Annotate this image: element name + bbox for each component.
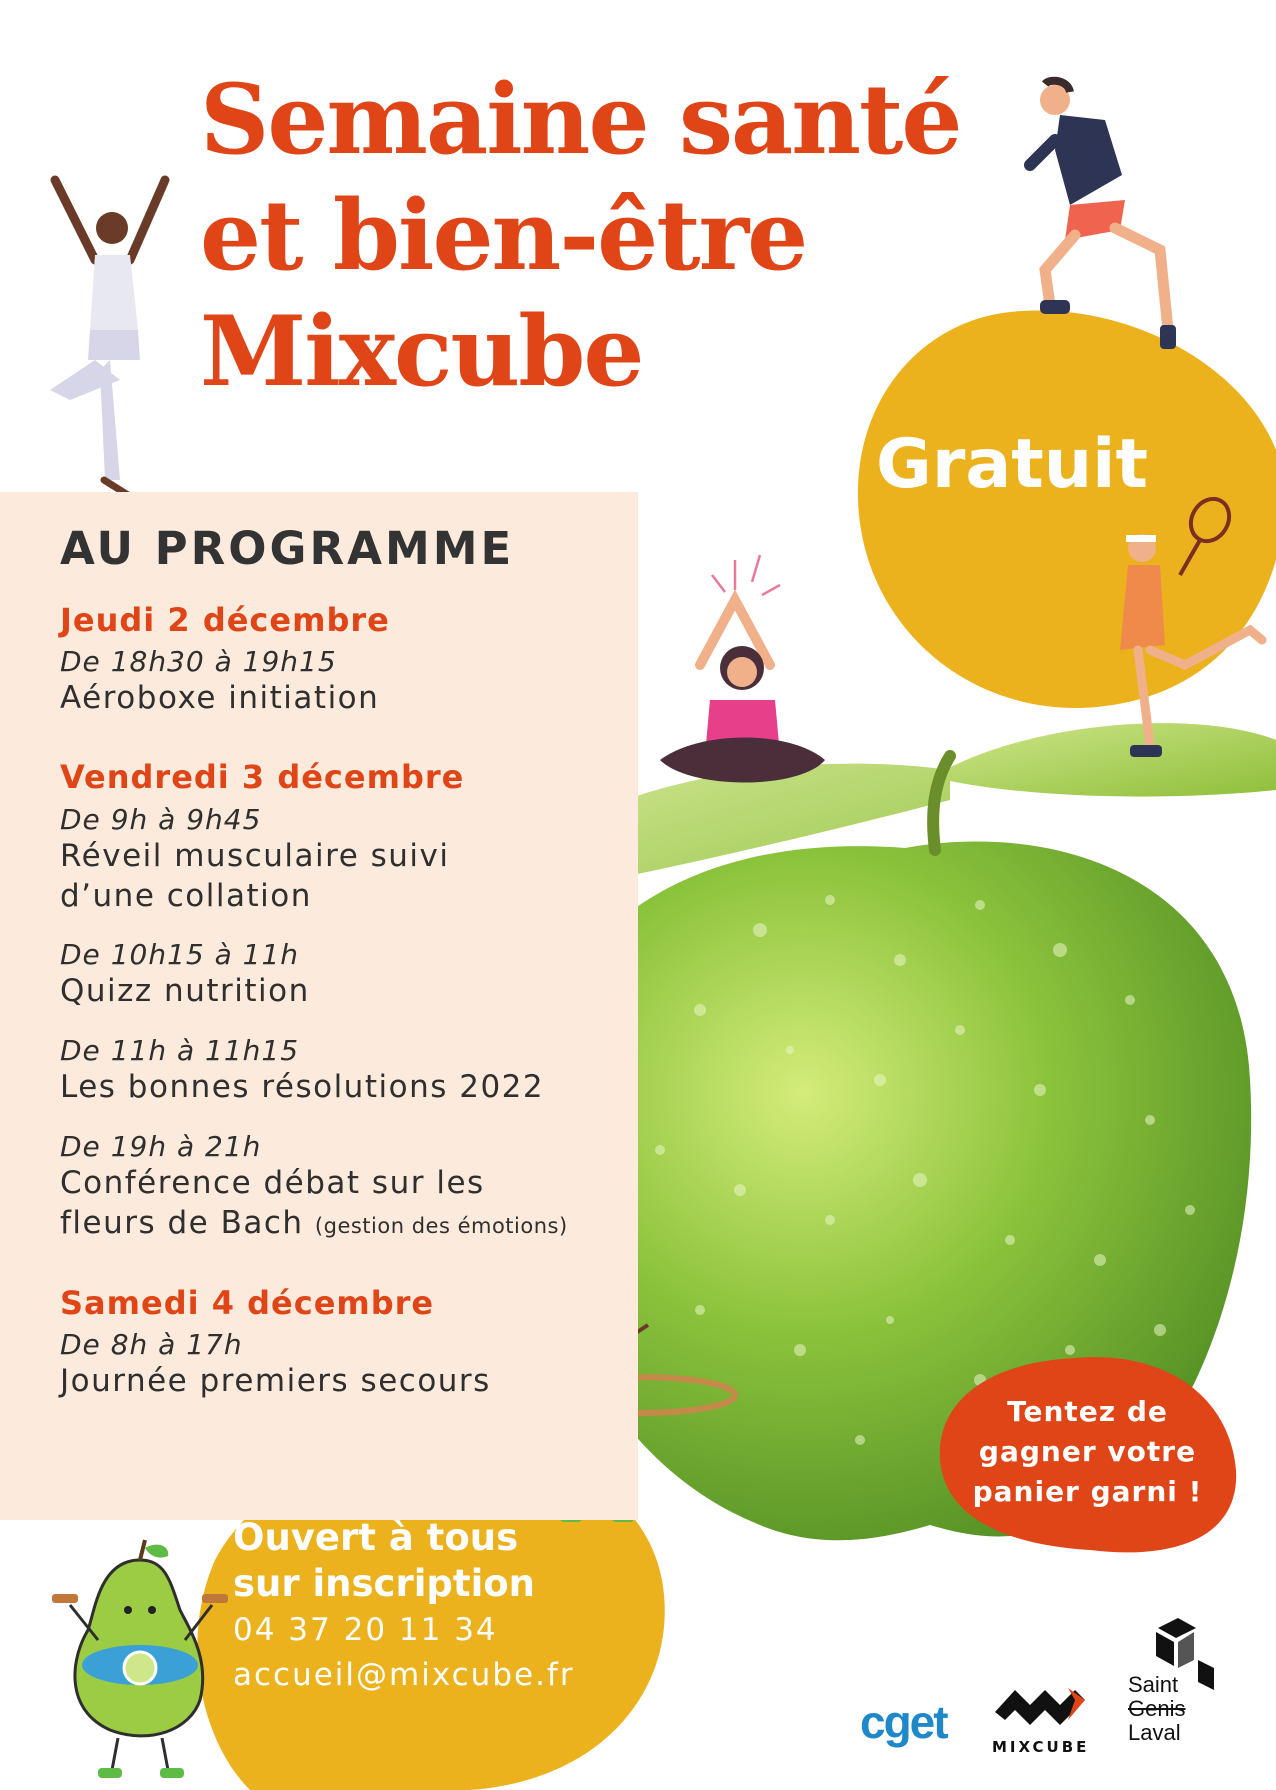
session-time: De 11h à 11h15 [60, 1034, 300, 1067]
open-text [233, 1515, 535, 1607]
session-activity [60, 971, 310, 1011]
logo-line: Laval [1128, 1720, 1181, 1745]
activity-line: d’une collation [60, 878, 312, 914]
activity-note: (gestion des émotions) [314, 1214, 568, 1238]
session-time: De 18h30 à 19h15 [60, 645, 337, 678]
phone-number[interactable]: 04 37 20 11 34 [233, 1612, 498, 1648]
logo-line: Genis [1128, 1696, 1186, 1721]
day-heading: Vendredi 3 décembre [60, 758, 465, 796]
activity-line: Journée premiers secours [60, 1363, 491, 1399]
page-title [200, 62, 960, 410]
email-link[interactable]: accueil@mixcube.fr [233, 1657, 575, 1693]
promo-text [935, 1392, 1240, 1512]
activity-line-text: fleurs de Bach [60, 1205, 304, 1241]
saint-genis-logo-mark [1156, 1618, 1196, 1668]
title-line-3: Mixcube [200, 295, 643, 408]
activity-line: Quizz nutrition [60, 973, 310, 1009]
mixcube-logo-mark [995, 1688, 1085, 1725]
yoga-woman-icon [50, 180, 165, 495]
session-time: De 10h15 à 11h [60, 938, 300, 971]
mixcube-logo-text: MIXCUBE [992, 1738, 1090, 1756]
session-time: De 9h à 9h45 [60, 803, 262, 836]
day-heading: Jeudi 2 décembre [60, 601, 390, 639]
meditation-woman-icon [660, 555, 825, 783]
logo-line: Saint [1128, 1672, 1179, 1697]
promo-line: panier garni ! [972, 1475, 1203, 1508]
saint-genis-logo-mark-2 [1198, 1660, 1214, 1690]
program-heading: AU PROGRAMME [60, 522, 515, 575]
session-activity [60, 678, 379, 718]
activity-line [60, 1203, 568, 1246]
title-line-2: et bien-être [200, 179, 807, 292]
promo-line: Tentez de [1007, 1395, 1168, 1428]
open-line: sur inscription [233, 1562, 536, 1605]
session-activity [60, 1361, 491, 1401]
activity-line: Conférence débat sur les [60, 1165, 485, 1201]
session-time: De 8h à 17h [60, 1328, 243, 1361]
promo-line: gagner votre [978, 1435, 1197, 1468]
gratuit-badge: Gratuit [876, 425, 1148, 504]
session-activity [60, 836, 450, 916]
session-activity [60, 1067, 544, 1107]
day-heading: Samedi 4 décembre [60, 1284, 435, 1322]
runner-icon [1030, 81, 1176, 349]
open-line: Ouvert à tous [233, 1516, 519, 1559]
session-activity [60, 1163, 568, 1246]
activity-line: Les bonnes résolutions 2022 [60, 1069, 545, 1105]
activity-line: Aéroboxe initiation [60, 680, 380, 716]
cget-logo: cget [860, 1696, 947, 1748]
title-line-1: Semaine santé [200, 63, 961, 176]
pear-mascot-icon [52, 1540, 228, 1778]
apple-leaf-right [945, 723, 1276, 796]
activity-line: Réveil musculaire suivi [60, 838, 450, 874]
session-time: De 19h à 21h [60, 1130, 262, 1163]
saint-genis-laval-logo [1128, 1673, 1185, 1745]
